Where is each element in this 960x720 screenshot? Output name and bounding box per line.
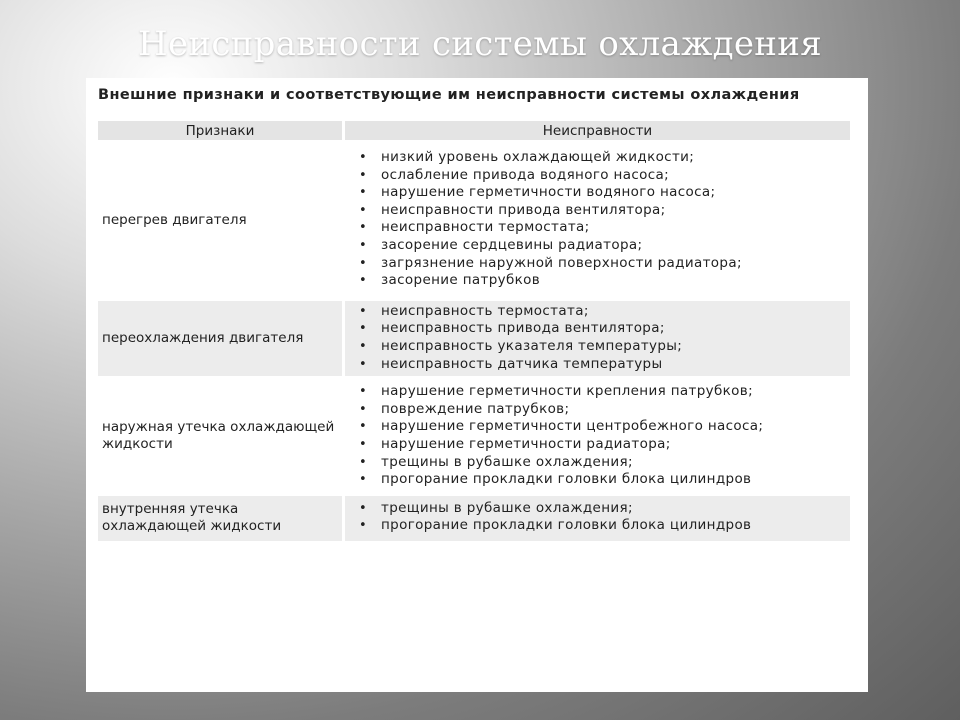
fault-item: • неисправность указателя температуры; xyxy=(381,338,846,356)
sign-cell: наружная утечка охлаждающей жидкости xyxy=(102,418,335,452)
sign-cell: переохлаждения двигателя xyxy=(98,301,342,376)
fault-item: • нарушение герметичности крепления патрубков; xyxy=(381,383,846,401)
table-row xyxy=(98,379,850,493)
column-header-signs: Признаки xyxy=(98,121,342,140)
fault-item: • нарушение герметичности радиатора; xyxy=(381,436,846,454)
table-caption: Внешние признаки и соответствующие им неисправности системы охлаждения xyxy=(98,87,800,103)
faults-list xyxy=(349,500,846,535)
fault-item: • загрязнение наружной поверхности радиатора; xyxy=(381,255,846,273)
faults-list xyxy=(349,149,846,290)
column-header-faults: Неисправности xyxy=(345,121,850,140)
faults-cell xyxy=(345,379,850,493)
faults-cell xyxy=(345,496,850,541)
fault-item: • неисправности термостата; xyxy=(381,219,846,237)
table-panel xyxy=(86,78,868,692)
sign-cell: перегрев двигателя xyxy=(102,211,247,228)
faults-cell xyxy=(345,301,850,376)
table-row xyxy=(98,496,850,541)
fault-item: • нарушение герметичности водяного насоса; xyxy=(381,184,846,202)
fault-item: • трещины в рубашке охлаждения; xyxy=(381,454,846,472)
fault-item: • нарушение герметичности центробежного насоса; xyxy=(381,418,846,436)
fault-item: • трещины в рубашке охлаждения; xyxy=(381,500,846,518)
slide-title: Неисправности системы охлаждения xyxy=(138,24,822,64)
fault-item: • прогорание прокладки головки блока цилиндров xyxy=(381,517,846,535)
fault-item: • прогорание прокладки головки блока цилиндров xyxy=(381,471,846,489)
fault-item: • повреждение патрубков; xyxy=(381,401,846,419)
fault-item: • ослабление привода водяного насоса; xyxy=(381,167,846,185)
faults-list xyxy=(349,303,846,373)
fault-item: • неисправность привода вентилятора; xyxy=(381,320,846,338)
fault-item: • неисправность термостата; xyxy=(381,303,846,321)
fault-item: • низкий уровень охлаждающей жидкости; xyxy=(381,149,846,167)
faults-list xyxy=(349,383,846,489)
fault-item: • неисправность датчика температуры xyxy=(381,356,846,374)
fault-item: • засорение сердцевины радиатора; xyxy=(381,237,846,255)
fault-item: • засорение патрубков xyxy=(381,272,846,290)
sign-cell: внутренняя утечка охлаждающей жидкости xyxy=(98,496,342,541)
table-row xyxy=(98,143,850,298)
table-row xyxy=(98,301,850,376)
table-header-row xyxy=(98,121,850,140)
fault-item: • неисправности привода вентилятора; xyxy=(381,202,846,220)
faults-table xyxy=(95,118,853,544)
faults-cell xyxy=(345,143,850,298)
